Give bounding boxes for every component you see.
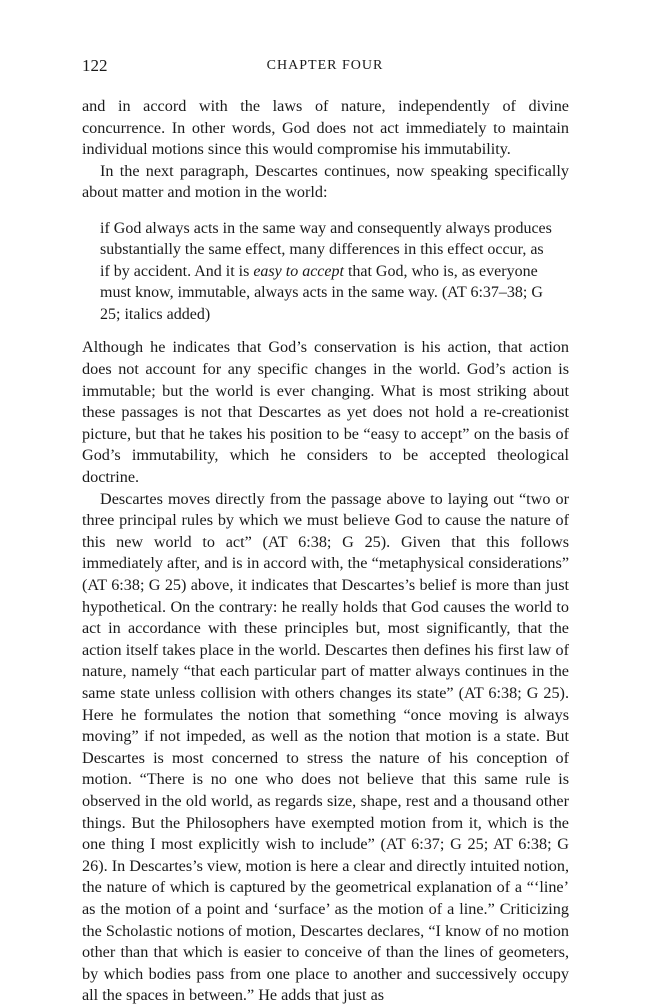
quote-text-start: if God always acts in the same way and consequently always produces substantially the same effect, many differences in this effect occur, as if by accident. And it is xyxy=(100,219,552,280)
page-number: 122 xyxy=(82,56,108,75)
running-head: CHAPTER FOUR xyxy=(266,58,384,73)
quote-text-end: that God, who is, as everyone must know, immutable, always acts in the same way. (AT 6:37–38; G 25; italics added) xyxy=(100,262,543,323)
paragraph-first-law: Descartes moves directly from the passage above to laying out “two or three principal rules by which we must believe God to cause the nature of this new world to act” (AT 6:38; G 25). Given that this follows immediately after, and is in accord with, the “metaphysical considerations” (AT 6:38; G 25) above, it indicates that Descartes’s belief is more than just hypothetical. On the contrary: he really holds that God causes the world to act in accordance with these principles but, most significantly, that the action itself takes place in the world. Descartes then defines his first law of nature, namely “that each particular part of matter always continues in the same state unless collision with others changes its state” (AT 6:38; G 25). Here he formulates the notion that something “once moving is always moving” if not impeded, as well as the notion that motion is a state. But Descartes is most concerned to stress the nature of his conception of motion. “There is no one who does not believe that this same rule is observed in the old world, as regards size, shape, rest and a thousand other things. But the Philosophers have exempted motion from it, which is the one thing I most explicitly wish to include” (AT 6:37; G 25; AT 6:38; G 26). In Descartes’s view, motion is here a clear and directly intuited notion, the nature of which is captured by the geometrical explanation of a “‘line’ as the motion of a point and ‘surface’ as the motion of a line.” Criticizing the Scholastic notions of motion, Descartes declares, “I know of no motion other than that which is easier to conceive of than the lines of geometers, by which bodies pass from one place to another and successively occupy all the spaces in between.” He adds that just as xyxy=(82,489,569,1005)
paragraph-after-quote: Although he indicates that God’s conservation is his action, that action does not account for any specific changes in the world. God’s action is immutable; but the world is ever changing. What is most striking about these passages is not that Descartes as yet does not hold a re-creationist picture, but that he takes his position to be “easy to accept” on the basis of God’s immutability, which he considers to be accepted theological doctrine. xyxy=(82,338,569,487)
body-text xyxy=(82,96,569,1007)
page-header xyxy=(82,54,568,78)
paragraph-continuation: and in accord with the laws of nature, independently of divine concurrence. In other words, God does not act immediately to maintain individual motions since this would compromise his immutability. xyxy=(82,97,569,159)
block-quote xyxy=(100,218,556,326)
quote-italic-phrase: easy to accept xyxy=(253,262,344,280)
paragraph-intro-quote: In the next paragraph, Descartes continues, now speaking specifically about matter and motion in the world: xyxy=(82,161,569,202)
